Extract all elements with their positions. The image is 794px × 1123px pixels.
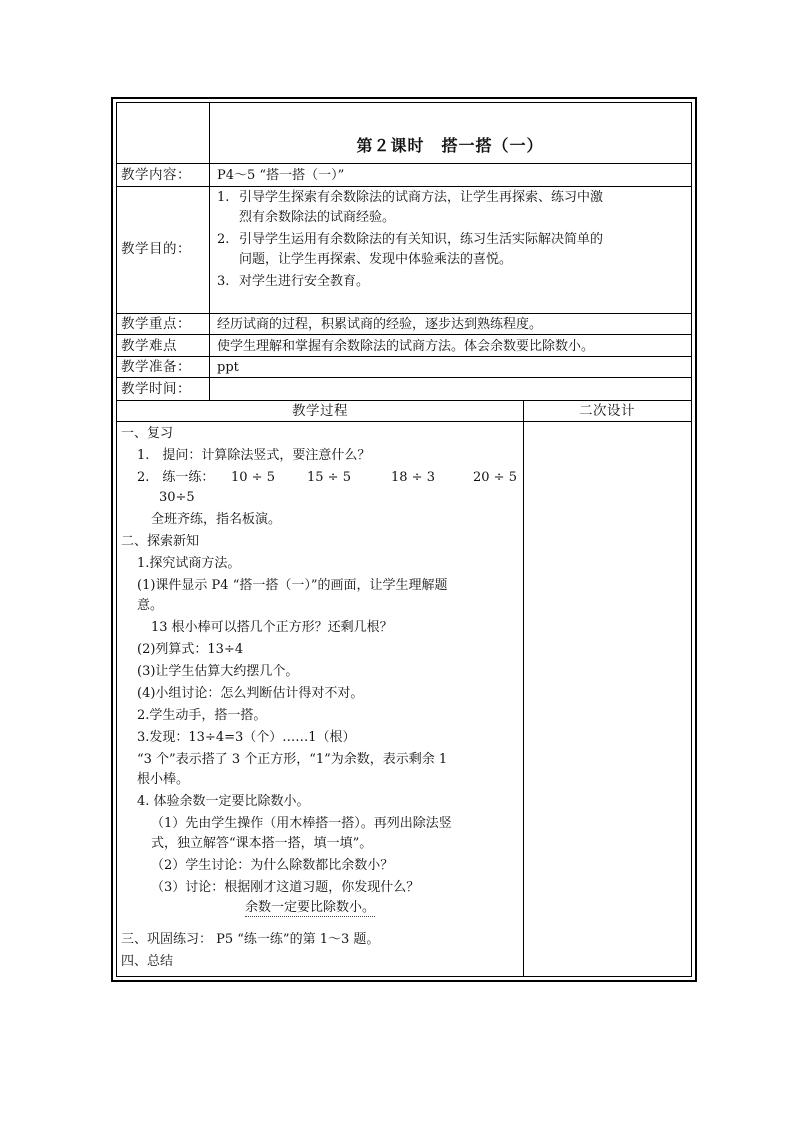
row-divider [117, 377, 691, 378]
list-item: 意。 [137, 598, 164, 613]
difficulty-label: 教学难点 [121, 338, 177, 354]
row-divider [117, 186, 691, 187]
content-label: 教学内容： [121, 167, 191, 183]
section-practice: 三、巩固练习： P5 “练一练”的第 1～3 题。 [121, 932, 380, 947]
list-item: 根小棒。 [137, 772, 190, 787]
exercise-item: 20 ÷ 5 [473, 470, 517, 485]
row-divider [117, 313, 691, 314]
exercise-item: 30÷5 [159, 490, 195, 505]
row-divider [117, 334, 691, 335]
goal-text: 引导学生运用有余数除法的有关知识，练习生活实际解决简单的 [239, 232, 604, 247]
goals-label: 教学目的： [121, 241, 191, 257]
list-item: 2. 练一练： [137, 470, 215, 485]
preparation-label: 教学准备： [121, 359, 191, 375]
row-divider [117, 163, 691, 164]
process-header: 教学过程 [292, 403, 348, 419]
list-item: (2)列算式：13÷4 [137, 642, 244, 657]
second-design-header: 二次设计 [579, 403, 635, 419]
lesson-plan-table [111, 97, 697, 982]
goal-text: 烈有余数除法的试商经验。 [239, 210, 396, 225]
exercise-item: 18 ÷ 3 [391, 470, 435, 485]
list-item: 3.发现：13÷4=3（个）……1（根） [137, 730, 356, 745]
row-divider [117, 356, 691, 357]
preparation-value: ppt [217, 360, 239, 375]
difficulty-value: 使学生理解和掌握有余数除法的试商方法。体会余数要比除数小。 [217, 339, 595, 354]
table-inner-border [116, 102, 692, 977]
page-title: 第２课时 搭一搭（一） [356, 136, 544, 155]
list-item: 1. 提问：计算除法竖式，要注意什么？ [137, 448, 371, 463]
list-item: （2）学生讨论：为什么除数都比余数小？ [151, 858, 394, 873]
process-column-divider [523, 400, 524, 976]
list-item: 式，独立解答“课本搭一搭，填一填”。 [151, 836, 373, 851]
key-point-label: 教学重点： [121, 316, 191, 332]
goal-number: 3. [217, 274, 230, 289]
key-point-value: 经历试商的过程，积累试商的经验，逐步达到熟练程度。 [217, 317, 543, 332]
list-item: （1）先由学生操作（用木棒搭一搭）。再列出除法竖 [151, 816, 452, 831]
list-item: （3）讨论：根据刚才这道习题，你发现什么？ [151, 880, 420, 895]
section-summary: 四、总结 [121, 954, 174, 969]
goal-number: 2. [217, 232, 230, 247]
list-item: 4. 体验余数一定要比除数小。 [137, 794, 310, 809]
goal-text: 问题，让学生再探索、发现中体验乘法的喜悦。 [239, 252, 513, 267]
goal-number: 1. [217, 190, 230, 205]
goal-text: 引导学生探索有余数除法的试商方法，让学生再探索、练习中激 [239, 190, 604, 205]
section-review: 一、复习 [121, 426, 174, 441]
row-divider [117, 400, 691, 401]
list-item: 1.探究试商方法。 [137, 556, 241, 571]
list-item: 全班齐练，指名板演。 [151, 512, 282, 527]
list-item: “3 个”表示搭了 3 个正方形，“1”为余数，表示剩余 1 [137, 752, 448, 767]
content-value: P4～5 “搭一搭（一）” [217, 168, 345, 183]
exercise-item: 15 ÷ 5 [307, 470, 351, 485]
goal-text: 对学生进行安全教育。 [239, 274, 370, 289]
exercise-item: 10 ÷ 5 [231, 470, 275, 485]
time-label: 教学时间： [121, 381, 191, 397]
list-item: (3)让学生估算大约摆几个。 [137, 664, 299, 679]
list-item: (1)课件显示 P4 “搭一搭（一）”的画面，让学生理解题 [137, 578, 448, 593]
list-item: 13 根小棒可以搭几个正方形？还剩几根？ [151, 620, 393, 635]
conclusion-text: 余数一定要比除数小。 [245, 900, 376, 915]
section-explore: 二、探索新知 [121, 534, 200, 549]
list-item: 2.学生动手，搭一搭。 [137, 708, 267, 723]
row-divider [117, 421, 691, 422]
list-item: (4)小组讨论：怎么判断估计得对不对。 [137, 686, 364, 701]
